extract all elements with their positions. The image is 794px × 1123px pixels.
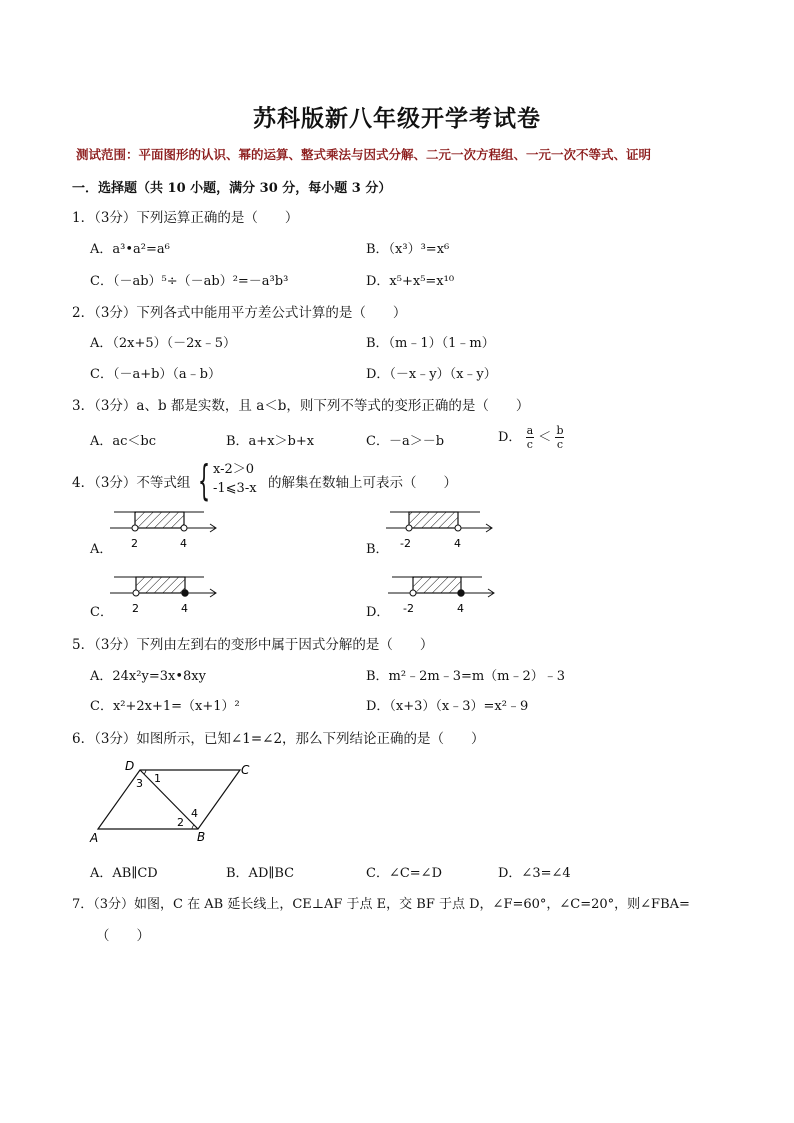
angle-label-3: 3 (136, 777, 143, 790)
q2-option-a[interactable]: A．（2x+5）（－2x﹣5） (90, 336, 237, 351)
q5-stem: 5．（3分）下列由左到右的变形中属于因式分解的是（ ） (72, 637, 434, 653)
q5-option-d[interactable]: D．（x+3）（x﹣3）=x²﹣9 (366, 699, 529, 714)
inequality-system (213, 460, 257, 498)
q7-stem: 7．（3分）如图，C 在 AB 延长线上，CE⊥AF 于点 E，交 BF 于点 D，∠F=60°，∠C=20°，则∠FBA= (72, 897, 690, 912)
number-line-a (108, 506, 220, 552)
parallelogram-figure (88, 756, 268, 846)
q1-option-a[interactable]: A．a³•a²=a⁶ (90, 242, 170, 257)
q2-option-d[interactable]: D．（－x﹣y）（x﹣y） (366, 367, 497, 382)
page-title: 苏科版新八年级开学考试卷 (253, 105, 541, 132)
q6-stem: 6．（3分）如图所示，已知∠1=∠2，那么下列结论正确的是（ ） (72, 731, 485, 747)
test-scope: 测试范围：平面图形的认识、幂的运算、整式乘法与因式分解、二元一次方程组、一元一次不等式、证明 (76, 147, 652, 162)
q3-stem: 3．（3分）a、b 都是实数，且 a＜b，则下列不等式的变形正确的是（ ） (72, 398, 530, 414)
q6-option-c[interactable]: C．∠C=∠D (366, 866, 442, 881)
fraction-b-over-c: $\frac{b}{c}$ (556, 424, 564, 451)
q4-option-b-label[interactable]: B． (366, 542, 389, 557)
q2-stem: 2．（3分）下列各式中能用平方差公式计算的是（ ） (72, 305, 407, 321)
number-line-c (108, 571, 220, 617)
number-line-b (384, 506, 496, 552)
left-brace-icon: { (198, 456, 211, 505)
tick-label: -2 (403, 602, 414, 615)
q2-option-c[interactable]: C．（－a+b）（a﹣b） (90, 367, 221, 382)
q7-answer-blank: （ ） (96, 928, 150, 944)
tick-label: 2 (132, 602, 139, 615)
q3-option-b[interactable]: B．a+x＞b+x (226, 434, 315, 449)
angle-label-4: 4 (191, 807, 198, 820)
q4-option-c-label[interactable]: C． (90, 605, 113, 620)
vertex-label-c: C (241, 763, 250, 777)
q1-option-c[interactable]: C．（－ab）⁵÷（－ab）²=－a³b³ (90, 274, 289, 289)
q4-option-d-label[interactable]: D． (366, 605, 390, 620)
q1-option-b[interactable]: B．（x³）³=x⁶ (366, 242, 450, 257)
angle-label-2: 2 (177, 816, 184, 829)
fraction-a-over-c: $\frac{a}{c}$ (526, 424, 534, 451)
q1-stem: 1．（3分）下列运算正确的是（ ） (72, 210, 299, 226)
q3-option-d[interactable] (498, 424, 564, 451)
less-than-sign: ＜ (538, 430, 552, 445)
angle-label-1: 1 (154, 772, 161, 785)
q5-option-b[interactable]: B．m²﹣2m﹣3=m（m﹣2）﹣3 (366, 669, 566, 684)
vertex-label-d: D (125, 759, 135, 773)
q6-option-d[interactable]: D．∠3=∠4 (498, 866, 571, 881)
q5-option-a[interactable]: A．24x²y=3x•8xy (90, 669, 206, 684)
q3-option-a[interactable]: A．ac＜bc (90, 434, 157, 449)
q1-option-d[interactable]: D．x⁵+x⁵=x¹⁰ (366, 274, 455, 289)
q5-option-c[interactable]: C．x²+2x+1=（x+1）² (90, 699, 240, 714)
number-line-d (386, 571, 498, 617)
q4-stem-suffix: 的解集在数轴上可表示（ ） (268, 475, 457, 491)
q4-option-a-label[interactable]: A． (90, 542, 113, 557)
section-heading: 一．选择题（共 10 小题，满分 30 分，每小题 3 分） (72, 181, 392, 196)
tick-label: 4 (180, 537, 187, 550)
q6-option-b[interactable]: B．AD∥BC (226, 866, 295, 881)
q3-option-d-label: D． (498, 430, 522, 445)
tick-label: 4 (457, 602, 464, 615)
q6-option-a[interactable]: A．AB∥CD (90, 866, 158, 881)
q2-option-b[interactable]: B．（m﹣1）（1﹣m） (366, 336, 495, 351)
inequality-1: x-2＞0 (213, 462, 255, 477)
inequality-2: -1⩽3-x (213, 481, 257, 496)
vertex-label-a: A (90, 831, 99, 845)
tick-label: 2 (131, 537, 138, 550)
tick-label: 4 (454, 537, 461, 550)
tick-label: 4 (181, 602, 188, 615)
tick-label: -2 (400, 537, 411, 550)
q3-option-c[interactable]: C．－a＞－b (366, 434, 445, 449)
vertex-label-b: B (197, 830, 206, 844)
q4-stem-prefix: 4．（3分）不等式组 (72, 475, 191, 491)
